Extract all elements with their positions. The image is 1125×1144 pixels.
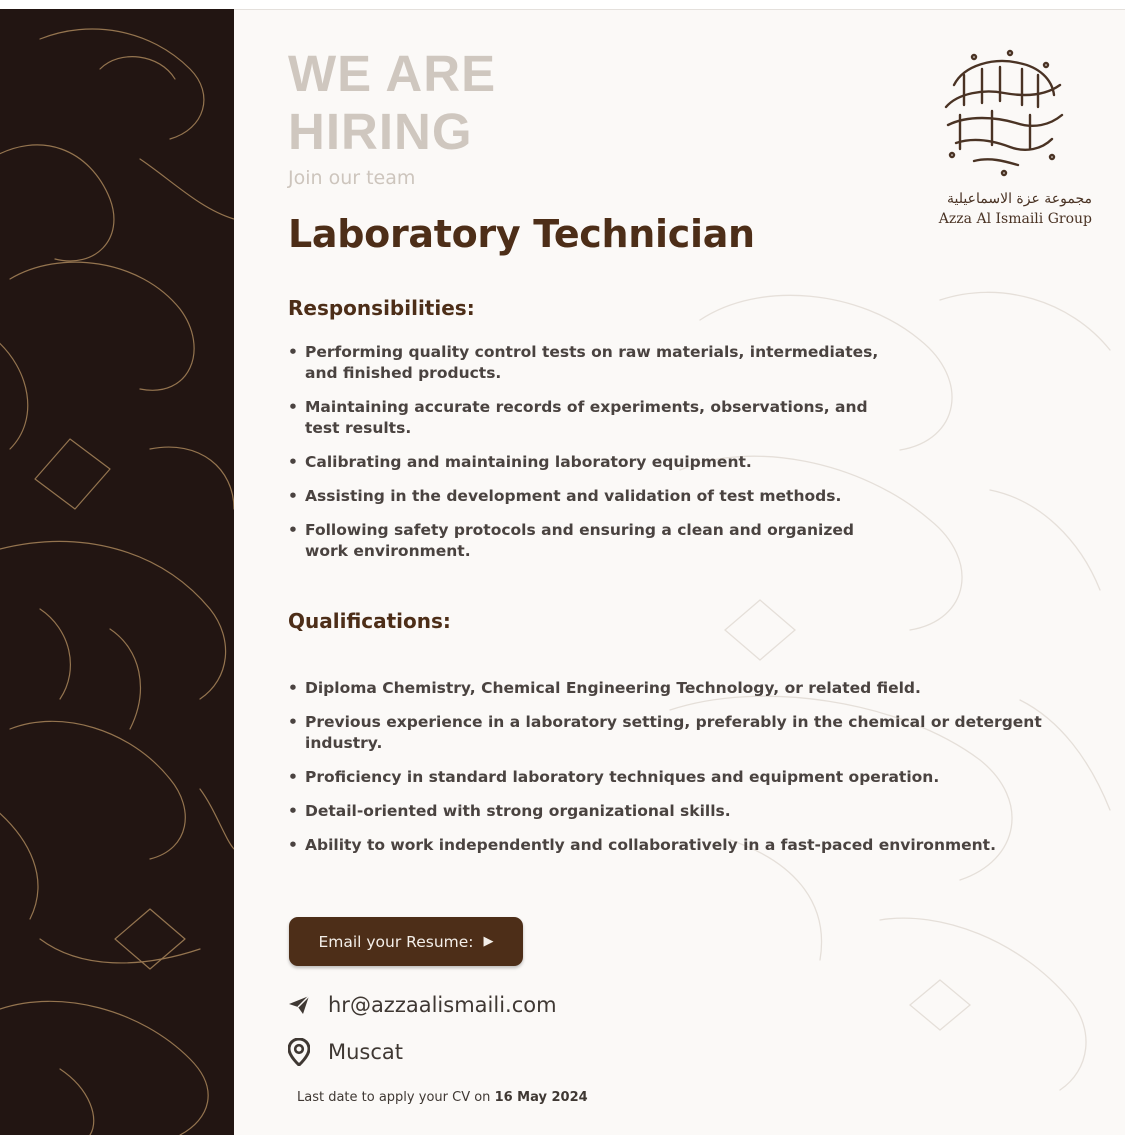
paper-plane-icon [288, 995, 310, 1015]
application-deadline [297, 1090, 588, 1105]
list-item: • Following safety protocols and ensuring a clean and organized work environment. [288, 520, 888, 562]
logo-arabic-name: مجموعة عزة الاسماعيلية [947, 191, 1092, 207]
qualifications-list [288, 678, 1088, 869]
list-item: • Performing quality control tests on raw materials, intermediates, and finished products. [288, 342, 888, 384]
responsibilities-heading: Responsibilities: [288, 296, 475, 320]
deadline-prefix: Last date to apply your CV on [297, 1090, 491, 1105]
map-pin-icon [288, 1038, 310, 1066]
hiring-line-1: WE ARE [288, 45, 497, 102]
location-contact [288, 1037, 403, 1067]
email-address[interactable]: hr@azzaalismaili.com [328, 993, 557, 1017]
list-item: • Diploma Chemistry, Chemical Engineering Technology, or related field. [288, 678, 1088, 699]
logo-english-name: Azza Al Ismaili Group [938, 211, 1092, 227]
arabic-calligraphy-emblem-icon [934, 45, 1070, 177]
hiring-line-2: HIRING [288, 103, 473, 160]
deadline-date: 16 May 2024 [494, 1090, 588, 1105]
list-item: • Ability to work independently and collaboratively in a fast-paced environment. [288, 835, 1088, 856]
hiring-heading [288, 45, 496, 161]
list-item: • Previous experience in a laboratory setting, preferably in the chemical or detergent industry. [288, 712, 1088, 754]
join-subtitle: Join our team [288, 167, 416, 189]
location-text: Muscat [328, 1040, 404, 1064]
decorative-sidebar [0, 9, 234, 1135]
list-item: • Detail-oriented with strong organizational skills. [288, 801, 1088, 822]
play-arrow-icon: ▶ [483, 934, 494, 949]
email-resume-label: Email your Resume: [318, 932, 474, 951]
calligraphy-pattern-icon [0, 9, 234, 1135]
email-resume-button[interactable] [289, 917, 523, 966]
list-item: • Maintaining accurate records of experiments, observations, and test results. [288, 397, 888, 439]
list-item: • Proficiency in standard laboratory techniques and equipment operation. [288, 767, 1088, 788]
main-content [234, 9, 1125, 1135]
bottom-border [0, 1135, 1125, 1144]
job-title: Laboratory Technician [288, 212, 755, 256]
email-contact[interactable] [288, 990, 557, 1020]
list-item: • Assisting in the development and validation of test methods. [288, 486, 888, 507]
responsibilities-list [288, 342, 888, 575]
list-item: • Calibrating and maintaining laboratory equipment. [288, 452, 888, 473]
qualifications-heading: Qualifications: [288, 609, 451, 633]
